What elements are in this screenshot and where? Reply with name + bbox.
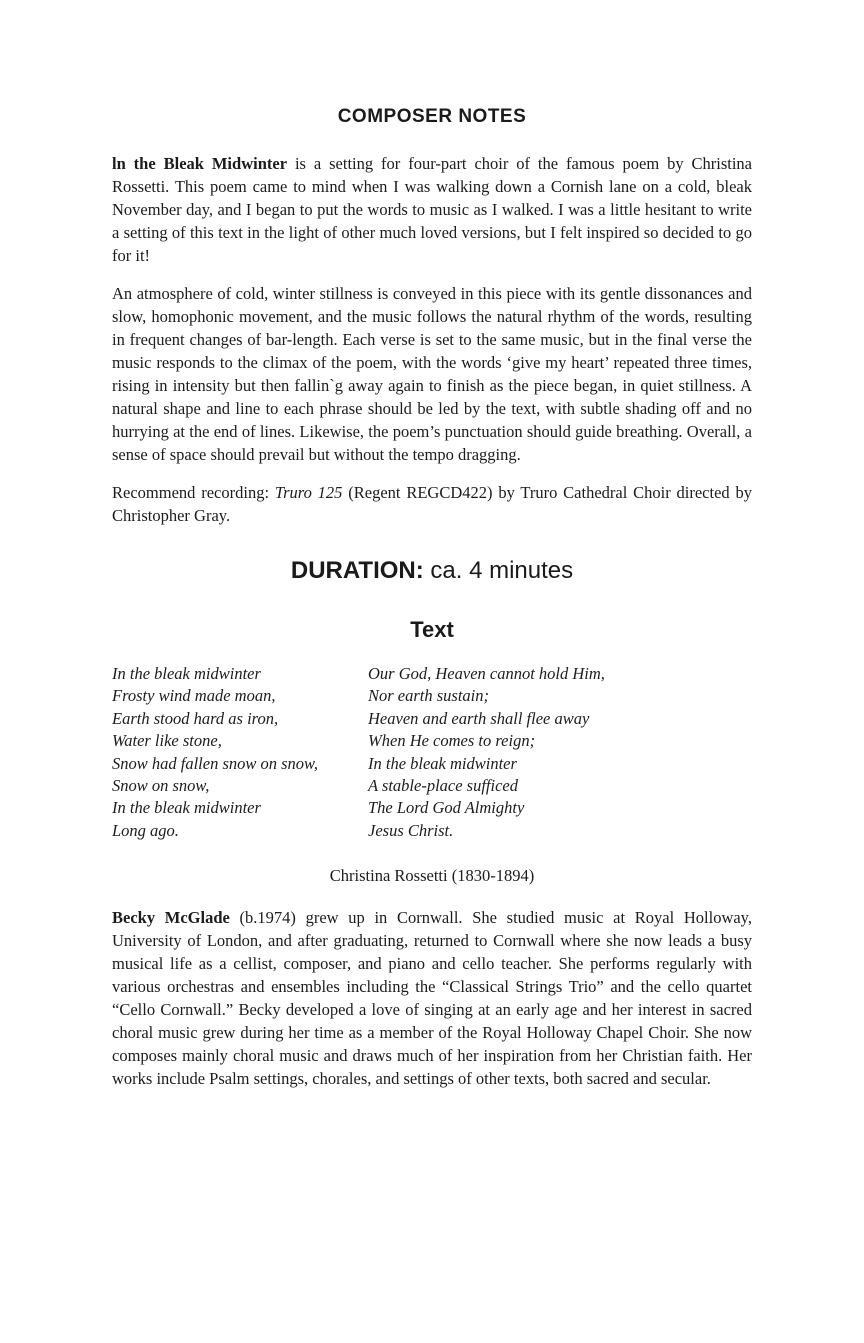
bio-text: (b.1974) grew up in Cornwall. She studied music at Royal Holloway, University of London, and after graduating, returned to Cornwall where she now leads a busy musical life as a cellist, composer, and piano and cello teacher. She performs regularly with various orchestras and ensembles including the “Classical Strings Trio” and the cello quartet “Cello Cornwall.” Becky developed a love of singing at an early age and her interest in sacred choral music grew during her time as a member of the Royal Holloway Chapel Choir. She now composes mainly choral music and draws much of her inspiration from her Christian faith. Her works include Psalm settings, chorales, and settings of other texts, both sacred and secular. <box>112 908 752 1089</box>
work-title-lead: ln the Bleak Midwinter <box>112 154 288 173</box>
poem-attribution: Christina Rossetti (1830-1894) <box>329 866 535 886</box>
recording-prefix: Recommend recording: <box>112 483 275 502</box>
poem-line: Long ago. <box>112 820 179 840</box>
poem-line: The Lord God Almighty <box>368 798 525 818</box>
poem-line: Jesus Christ. <box>368 820 454 840</box>
poem-column-verse-1 <box>112 663 368 842</box>
composer-bio-paragraph <box>112 906 752 1090</box>
poem-line: In the bleak midwinter <box>368 753 517 773</box>
composer-notes-paragraph-1 <box>112 152 752 267</box>
poem-line: Water like stone, <box>112 731 222 751</box>
poem-line: A stable-place sufficed <box>368 776 518 796</box>
poem-line: Our God, Heaven cannot hold Him, <box>368 664 605 683</box>
duration-line <box>112 557 752 585</box>
poem-line: When He comes to reign; <box>368 731 536 751</box>
poem-line: Snow had fallen snow on snow, <box>112 753 318 773</box>
paragraph-2-text: An atmosphere of cold, winter stillness is conveyed in this piece with its gentle dissonances and slow, homophonic movement, and the music follows the natural rhythm of the words, resulting in frequent changes of bar-length. Each verse is set to the same music, but in the final verse the music responds to the climax of the poem, with the words ‘give my heart’ repeated three times, rising in intensity but then fallin`g away again to finish as the piece began, in quiet stillness. A natural shape and line to each phrase should be led by the text, with subtle shading off and no hurrying at the end of lines. Likewise, the poem’s punctuation should guide breathing. Overall, a sense of space should prevail but without the tempo dragging. <box>112 284 752 464</box>
composer-name-lead: Becky McGlade <box>112 908 230 928</box>
poem-column-verse-2 <box>368 663 752 842</box>
poem-line: Snow on snow, <box>112 776 210 796</box>
recommended-recording-paragraph <box>112 481 752 527</box>
poem-line: Frosty wind made moan, <box>112 686 276 706</box>
poem-line: Heaven and earth shall flee away <box>368 708 590 728</box>
text-section-heading: Text <box>410 617 454 642</box>
poem-line: In the bleak midwinter <box>112 798 261 818</box>
recording-suffix: (Regent REGCD422) by Truro Cathedral Choir directed by Christopher Gray. <box>112 483 752 525</box>
duration-value: ca. 4 minutes <box>423 557 574 584</box>
page-title: COMPOSER NOTES <box>337 106 527 127</box>
composer-notes-paragraph-2 <box>112 282 752 466</box>
poem-line: Earth stood hard as iron, <box>112 708 279 728</box>
poem-text <box>112 663 752 842</box>
recording-title: Truro 125 <box>274 483 343 502</box>
duration-label: DURATION: <box>290 557 424 584</box>
paragraph-1-text: is a setting for four-part choir of the famous poem by Christina Rossetti. This poem came to mind when I was walking down a Cornish lane on a cold, bleak November day, and I began to put the words to music as I walked. I was a little hesitant to write a setting of this text in the light of other much loved versions, but I felt inspired so decided to go for it! <box>112 154 753 265</box>
poem-line: In the bleak midwinter <box>112 664 261 683</box>
poem-line: Nor earth sustain; <box>368 686 490 706</box>
